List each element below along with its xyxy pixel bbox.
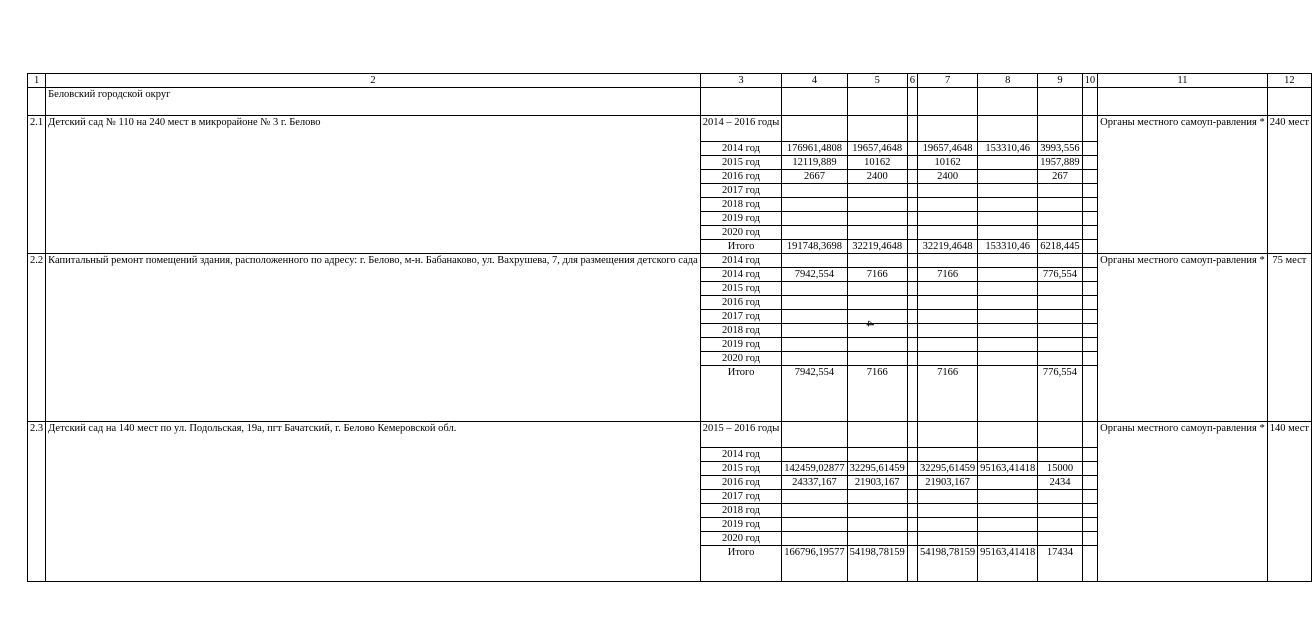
period-cell: 2014 год	[700, 448, 782, 462]
period-cell: 2016 год	[700, 170, 782, 184]
value-cell: 32295,61459	[847, 462, 907, 476]
period-cell: 2014 год	[700, 268, 782, 282]
value-cell	[907, 282, 917, 296]
value-cell	[978, 184, 1038, 198]
value-cell: 176961,4808	[782, 142, 847, 156]
value-cell	[907, 422, 917, 448]
value-cell: 2400	[918, 170, 978, 184]
value-cell: 21903,167	[918, 476, 978, 490]
period-cell: 2015 год	[700, 156, 782, 170]
value-cell	[918, 338, 978, 352]
value-cell	[918, 254, 978, 268]
value-cell	[1038, 116, 1082, 142]
value-cell	[1038, 490, 1082, 504]
value-cell: 7166	[847, 366, 907, 422]
value-cell	[1082, 532, 1098, 546]
value-cell: 32219,4648	[847, 240, 907, 254]
period-cell: Итого	[700, 366, 782, 422]
value-cell	[907, 268, 917, 282]
period-cell: 2018 год	[700, 504, 782, 518]
value-cell	[1082, 156, 1098, 170]
value-cell	[978, 448, 1038, 462]
value-cell	[978, 156, 1038, 170]
period-cell: 2015 – 2016 годы	[700, 422, 782, 448]
value-cell: 153310,46	[978, 240, 1038, 254]
value-cell	[1082, 226, 1098, 240]
value-cell	[907, 324, 917, 338]
value-cell	[1038, 282, 1082, 296]
period-cell: Итого	[700, 546, 782, 582]
period-cell: 2017 год	[700, 310, 782, 324]
value-cell	[847, 518, 907, 532]
value-cell	[907, 116, 917, 142]
value-cell	[782, 212, 847, 226]
value-cell	[1038, 254, 1082, 268]
col-header: 8	[978, 74, 1038, 88]
value-cell: 10162	[918, 156, 978, 170]
value-cell	[978, 422, 1038, 448]
value-cell: 7166	[847, 268, 907, 282]
value-cell	[918, 212, 978, 226]
group-name: Беловский городской округ	[46, 88, 701, 116]
value-cell	[978, 268, 1038, 282]
value-cell	[1082, 268, 1098, 282]
value-cell	[978, 296, 1038, 310]
value-cell	[918, 116, 978, 142]
value-cell: 17434	[1038, 546, 1082, 582]
capacity-cell: 75 мест	[1267, 254, 1311, 422]
value-cell	[918, 296, 978, 310]
section-number: 2.1	[28, 116, 46, 254]
value-cell	[1082, 546, 1098, 582]
value-cell	[1082, 184, 1098, 198]
value-cell	[907, 338, 917, 352]
value-cell: 10162	[847, 156, 907, 170]
value-cell	[1082, 310, 1098, 324]
value-cell	[1082, 338, 1098, 352]
value-cell	[1082, 366, 1098, 422]
value-cell	[978, 116, 1038, 142]
value-cell	[1038, 198, 1082, 212]
col-header: 3	[700, 74, 782, 88]
executor-cell: Органы местного самоуп-равления *	[1098, 254, 1268, 422]
value-cell	[847, 254, 907, 268]
period-cell: 2017 год	[700, 490, 782, 504]
value-cell	[1082, 422, 1098, 448]
value-cell	[907, 352, 917, 366]
value-cell	[1082, 296, 1098, 310]
value-cell	[782, 226, 847, 240]
value-cell	[918, 198, 978, 212]
section-name: Детский сад на 140 мест по ул. Подольская, 19а, пгт Бачатский, г. Белово Кемеровской обл.	[46, 422, 701, 582]
value-cell	[1038, 324, 1082, 338]
value-cell	[907, 198, 917, 212]
value-cell: 2434	[1038, 476, 1082, 490]
value-cell	[1082, 490, 1098, 504]
value-cell	[847, 282, 907, 296]
value-cell	[1082, 254, 1098, 268]
value-cell	[918, 422, 978, 448]
value-cell: 54198,78159	[918, 546, 978, 582]
value-cell	[1082, 518, 1098, 532]
capacity-cell: 140 мест	[1267, 422, 1311, 582]
section-name: Детский сад № 110 на 240 мест в микрорайоне № 3 г. Белово	[46, 116, 701, 254]
value-cell: 95163,41418	[978, 546, 1038, 582]
value-cell	[907, 490, 917, 504]
value-cell	[1082, 282, 1098, 296]
value-cell: 12119,889	[782, 156, 847, 170]
value-cell	[1082, 504, 1098, 518]
value-cell: 7166	[918, 366, 978, 422]
value-cell	[1082, 116, 1098, 142]
col-header: 7	[918, 74, 978, 88]
section-number: 2.3	[28, 422, 46, 582]
budget-table	[27, 73, 1312, 582]
col-header: 10	[1082, 74, 1098, 88]
value-cell	[907, 184, 917, 198]
value-cell	[918, 184, 978, 198]
value-cell	[782, 116, 847, 142]
page-number: 4	[863, 320, 878, 327]
value-cell	[978, 198, 1038, 212]
value-cell: 1957,889	[1038, 156, 1082, 170]
value-cell: 15000	[1038, 462, 1082, 476]
value-cell: 142459,02877	[782, 462, 847, 476]
value-cell	[782, 310, 847, 324]
capacity-cell: 240 мест	[1267, 116, 1311, 254]
table-row	[28, 254, 1312, 268]
column-number-row	[28, 74, 1312, 88]
value-cell	[918, 324, 978, 338]
value-cell	[978, 338, 1038, 352]
value-cell	[978, 490, 1038, 504]
value-cell	[1038, 226, 1082, 240]
value-cell	[978, 226, 1038, 240]
value-cell: 166796,19577	[782, 546, 847, 582]
period-cell: 2017 год	[700, 184, 782, 198]
value-cell	[782, 422, 847, 448]
period-cell: 2014 – 2016 годы	[700, 116, 782, 142]
value-cell	[918, 490, 978, 504]
period-cell: 2019 год	[700, 518, 782, 532]
period-cell: 2016 год	[700, 296, 782, 310]
value-cell	[978, 282, 1038, 296]
value-cell	[918, 310, 978, 324]
value-cell	[907, 170, 917, 184]
value-cell	[847, 448, 907, 462]
value-cell	[918, 352, 978, 366]
value-cell	[782, 184, 847, 198]
value-cell	[1038, 422, 1082, 448]
value-cell: 32295,61459	[918, 462, 978, 476]
value-cell	[907, 462, 917, 476]
value-cell	[907, 504, 917, 518]
value-cell	[978, 310, 1038, 324]
value-cell	[1038, 296, 1082, 310]
value-cell	[907, 532, 917, 546]
value-cell: 2400	[847, 170, 907, 184]
value-cell	[1038, 184, 1082, 198]
value-cell	[907, 142, 917, 156]
period-cell: 2019 год	[700, 338, 782, 352]
period-cell: 2016 год	[700, 476, 782, 490]
col-header: 6	[907, 74, 917, 88]
col-header: 4	[782, 74, 847, 88]
value-cell	[1038, 352, 1082, 366]
value-cell: 21903,167	[847, 476, 907, 490]
value-cell: 7166	[918, 268, 978, 282]
value-cell	[782, 490, 847, 504]
value-cell	[782, 198, 847, 212]
value-cell: 776,554	[1038, 366, 1082, 422]
value-cell: 191748,3698	[782, 240, 847, 254]
col-header: 5	[847, 74, 907, 88]
value-cell: 32219,4648	[918, 240, 978, 254]
value-cell	[907, 296, 917, 310]
value-cell	[978, 254, 1038, 268]
value-cell	[847, 296, 907, 310]
value-cell	[918, 532, 978, 546]
value-cell	[907, 518, 917, 532]
value-cell	[1082, 352, 1098, 366]
value-cell	[978, 170, 1038, 184]
period-cell: 2015 год	[700, 462, 782, 476]
value-cell	[1082, 198, 1098, 212]
value-cell	[918, 518, 978, 532]
value-cell: 153310,46	[978, 142, 1038, 156]
value-cell: 6218,445	[1038, 240, 1082, 254]
value-cell: 267	[1038, 170, 1082, 184]
value-cell: 54198,78159	[847, 546, 907, 582]
value-cell	[847, 226, 907, 240]
value-cell	[782, 338, 847, 352]
value-cell: 2667	[782, 170, 847, 184]
value-cell	[1038, 212, 1082, 226]
period-cell: 2020 год	[700, 532, 782, 546]
value-cell	[847, 532, 907, 546]
value-cell	[1082, 212, 1098, 226]
value-cell	[847, 504, 907, 518]
section-name: Капитальный ремонт помещений здания, расположенного по адресу: г. Белово, м-н. Бабанаково, ул. Вахрушева, 7, для размещения детского сада	[46, 254, 701, 422]
value-cell: 19657,4648	[847, 142, 907, 156]
value-cell	[907, 254, 917, 268]
table-row	[28, 116, 1312, 142]
value-cell	[847, 212, 907, 226]
value-cell	[782, 282, 847, 296]
value-cell	[907, 156, 917, 170]
value-cell	[1082, 476, 1098, 490]
section-number: 2.2	[28, 254, 46, 422]
value-cell	[782, 448, 847, 462]
value-cell	[847, 352, 907, 366]
value-cell	[1082, 170, 1098, 184]
value-cell: 95163,41418	[978, 462, 1038, 476]
value-cell	[847, 422, 907, 448]
value-cell: 19657,4648	[918, 142, 978, 156]
value-cell	[907, 212, 917, 226]
value-cell	[1082, 240, 1098, 254]
value-cell	[847, 184, 907, 198]
value-cell	[1038, 504, 1082, 518]
executor-cell: Органы местного самоуп-равления *	[1098, 422, 1268, 582]
value-cell: 7942,554	[782, 268, 847, 282]
period-cell: 2018 год	[700, 198, 782, 212]
value-cell	[907, 240, 917, 254]
value-cell	[1082, 324, 1098, 338]
value-cell	[907, 226, 917, 240]
value-cell	[782, 254, 847, 268]
col-header: 12	[1267, 74, 1311, 88]
value-cell	[1038, 338, 1082, 352]
value-cell	[782, 504, 847, 518]
value-cell	[847, 490, 907, 504]
value-cell	[918, 448, 978, 462]
value-cell	[847, 338, 907, 352]
period-cell: 2020 год	[700, 226, 782, 240]
value-cell	[782, 296, 847, 310]
value-cell	[782, 532, 847, 546]
value-cell	[847, 198, 907, 212]
value-cell	[907, 546, 917, 582]
value-cell	[1038, 448, 1082, 462]
value-cell: 24337,167	[782, 476, 847, 490]
col-header: 9	[1038, 74, 1082, 88]
value-cell	[918, 504, 978, 518]
value-cell: 3993,556	[1038, 142, 1082, 156]
value-cell	[978, 476, 1038, 490]
group-row	[28, 88, 1312, 116]
value-cell	[1082, 448, 1098, 462]
value-cell	[1082, 142, 1098, 156]
value-cell	[907, 476, 917, 490]
value-cell	[1082, 462, 1098, 476]
value-cell	[907, 366, 917, 422]
period-cell: 2019 год	[700, 212, 782, 226]
value-cell	[1038, 310, 1082, 324]
value-cell	[978, 352, 1038, 366]
value-cell	[782, 324, 847, 338]
value-cell	[918, 226, 978, 240]
period-cell: 2014 год	[700, 254, 782, 268]
value-cell	[782, 352, 847, 366]
value-cell: 7942,554	[782, 366, 847, 422]
value-cell	[1038, 532, 1082, 546]
period-cell: 2015 год	[700, 282, 782, 296]
executor-cell: Органы местного самоуп-равления *	[1098, 116, 1268, 254]
period-cell: 2018 год	[700, 324, 782, 338]
value-cell	[978, 504, 1038, 518]
value-cell	[782, 518, 847, 532]
col-header: 1	[28, 74, 46, 88]
value-cell	[1038, 518, 1082, 532]
table-row	[28, 422, 1312, 448]
value-cell	[978, 532, 1038, 546]
value-cell	[847, 116, 907, 142]
col-header: 2	[46, 74, 701, 88]
value-cell	[907, 310, 917, 324]
value-cell	[978, 518, 1038, 532]
period-cell: 2014 год	[700, 142, 782, 156]
value-cell: 776,554	[1038, 268, 1082, 282]
col-header: 11	[1098, 74, 1268, 88]
value-cell	[978, 212, 1038, 226]
value-cell	[978, 366, 1038, 422]
value-cell	[918, 282, 978, 296]
period-cell: 2020 год	[700, 352, 782, 366]
value-cell	[907, 448, 917, 462]
value-cell	[978, 324, 1038, 338]
period-cell: Итого	[700, 240, 782, 254]
